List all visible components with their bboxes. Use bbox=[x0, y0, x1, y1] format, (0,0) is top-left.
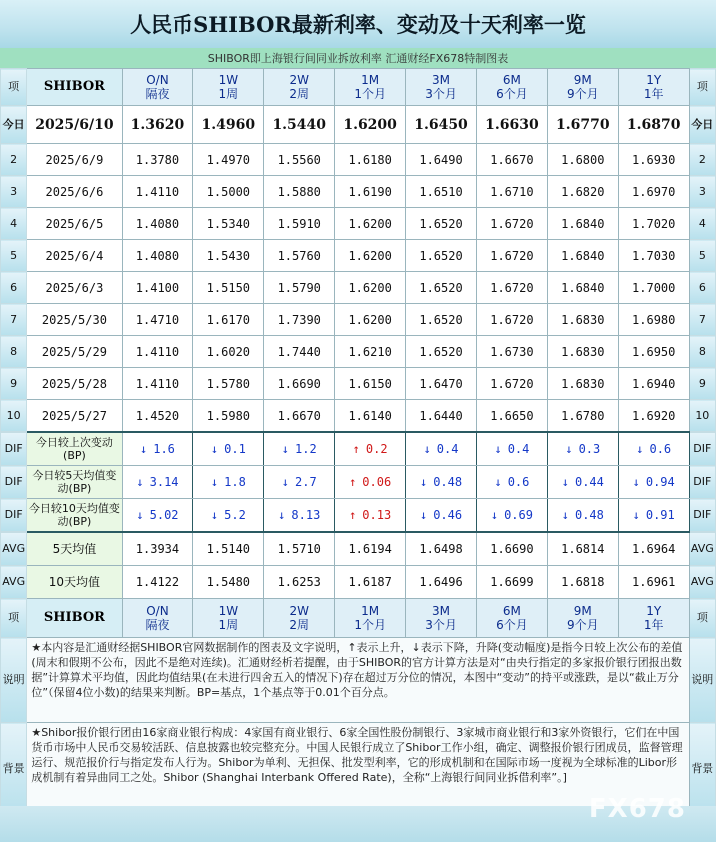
history-row bbox=[1, 336, 716, 368]
side-label: 今日 bbox=[1, 106, 27, 144]
arrow-down-icon: ↓ bbox=[561, 508, 569, 522]
change-cell bbox=[476, 499, 547, 533]
rate-cell: 1.5430 bbox=[193, 240, 264, 272]
arrow-down-icon: ↓ bbox=[140, 442, 148, 456]
rate-cell: 1.6150 bbox=[335, 368, 406, 400]
tenor-name: 2周 bbox=[289, 87, 310, 101]
average-cell: 1.6961 bbox=[618, 566, 689, 599]
today-row bbox=[1, 106, 716, 144]
change-cell bbox=[547, 432, 618, 466]
arrow-up-icon: ↑ bbox=[349, 475, 357, 489]
change-cell bbox=[618, 499, 689, 533]
rate-cell: 1.6170 bbox=[193, 304, 264, 336]
change-cell bbox=[476, 466, 547, 499]
change-value: 2.7 bbox=[295, 475, 317, 489]
rate-cell: 1.6770 bbox=[547, 106, 618, 144]
diff-row bbox=[1, 466, 716, 499]
change-value: 0.13 bbox=[362, 508, 392, 522]
history-row bbox=[1, 400, 716, 433]
change-cell bbox=[406, 499, 477, 533]
row-date: 2025/5/30 bbox=[27, 304, 122, 336]
note-row bbox=[1, 638, 716, 723]
rate-cell: 1.5000 bbox=[193, 176, 264, 208]
arrow-down-icon: ↓ bbox=[419, 508, 428, 522]
history-row bbox=[1, 272, 716, 304]
tenor-code: 9M bbox=[573, 73, 592, 87]
row-date: 2025/6/5 bbox=[27, 208, 122, 240]
history-row bbox=[1, 176, 716, 208]
side-label: 10 bbox=[1, 400, 27, 433]
rate-cell: 1.6520 bbox=[406, 208, 477, 240]
change-value: 0.1 bbox=[224, 442, 246, 456]
change-cell bbox=[335, 466, 406, 499]
tenor-header bbox=[547, 599, 618, 638]
rate-cell: 1.6180 bbox=[335, 144, 406, 176]
change-cell bbox=[547, 499, 618, 533]
rate-cell: 1.7390 bbox=[264, 304, 335, 336]
tenor-header bbox=[264, 599, 335, 638]
tenor-name: 6个月 bbox=[496, 618, 528, 632]
tenor-code: 1M bbox=[361, 73, 380, 87]
rate-cell: 1.3780 bbox=[122, 144, 193, 176]
row-date: 2025/6/6 bbox=[27, 176, 122, 208]
side-label: 今日 bbox=[689, 106, 715, 144]
side-label: 8 bbox=[689, 336, 715, 368]
rate-cell: 1.6520 bbox=[406, 336, 477, 368]
change-cell bbox=[193, 432, 264, 466]
side-label: 10 bbox=[689, 400, 715, 433]
change-value: 0.4 bbox=[507, 442, 530, 456]
rate-cell: 1.6670 bbox=[264, 400, 335, 433]
rate-cell: 1.7440 bbox=[264, 336, 335, 368]
average-cell: 1.5710 bbox=[264, 532, 335, 566]
tenor-name: 1年 bbox=[643, 87, 664, 101]
average-row bbox=[1, 532, 716, 566]
side-label: 9 bbox=[1, 368, 27, 400]
change-cell bbox=[193, 466, 264, 499]
row-date: 2025/6/3 bbox=[27, 272, 122, 304]
side-label: AVG bbox=[689, 532, 715, 566]
history-row bbox=[1, 304, 716, 336]
rate-cell: 1.5980 bbox=[193, 400, 264, 433]
average-cell: 1.6814 bbox=[547, 532, 618, 566]
change-value: 0.48 bbox=[574, 508, 604, 522]
diff-row bbox=[1, 499, 716, 533]
side-label: 3 bbox=[689, 176, 715, 208]
rate-cell: 1.4110 bbox=[122, 368, 193, 400]
rate-cell: 1.4100 bbox=[122, 272, 193, 304]
change-value: 8.13 bbox=[291, 508, 321, 522]
average-cell: 1.6194 bbox=[335, 532, 406, 566]
change-cell bbox=[193, 499, 264, 533]
history-row bbox=[1, 208, 716, 240]
side-label: 9 bbox=[689, 368, 715, 400]
rate-cell: 1.4970 bbox=[193, 144, 264, 176]
rate-cell: 1.6730 bbox=[476, 336, 547, 368]
rate-cell: 1.5150 bbox=[193, 272, 264, 304]
side-label: 说明 bbox=[1, 638, 27, 723]
tenor-header bbox=[476, 599, 547, 638]
tenor-name: 1个月 bbox=[354, 618, 386, 632]
tenor-header bbox=[406, 599, 477, 638]
tenor-code: 1Y bbox=[646, 604, 662, 618]
side-label: DIF bbox=[689, 499, 715, 533]
rate-cell: 1.6440 bbox=[406, 400, 477, 433]
average-cell: 1.4122 bbox=[122, 566, 193, 599]
change-value: 0.2 bbox=[365, 442, 388, 456]
change-cell bbox=[335, 432, 406, 466]
change-value: 0.6 bbox=[507, 475, 530, 489]
arrow-down-icon: ↓ bbox=[636, 442, 644, 456]
average-cell: 1.6187 bbox=[335, 566, 406, 599]
tenor-header bbox=[335, 599, 406, 638]
tenor-name: 3个月 bbox=[425, 87, 457, 101]
side-label: 项 bbox=[689, 599, 715, 638]
tenor-code: 6M bbox=[502, 604, 521, 618]
average-cell: 1.3934 bbox=[122, 532, 193, 566]
tenor-name: 9个月 bbox=[566, 618, 599, 632]
shibor-table bbox=[0, 68, 716, 816]
arrow-down-icon: ↓ bbox=[136, 475, 144, 489]
tenor-name: 隔夜 bbox=[145, 87, 170, 101]
average-cell: 1.6253 bbox=[264, 566, 335, 599]
rate-cell: 1.6830 bbox=[547, 304, 618, 336]
side-label: 4 bbox=[689, 208, 715, 240]
side-label: 8 bbox=[1, 336, 27, 368]
rate-cell: 1.6720 bbox=[476, 208, 547, 240]
average-label: 10天均值 bbox=[27, 566, 122, 599]
page-subtitle: SHIBOR即上海银行间同业拆放利率 汇通财经FX678特制图表 bbox=[0, 48, 716, 68]
side-label: 5 bbox=[1, 240, 27, 272]
rate-cell: 1.6490 bbox=[406, 144, 477, 176]
side-label: 项 bbox=[1, 69, 27, 106]
rate-cell: 1.6830 bbox=[547, 336, 618, 368]
change-value: 0.94 bbox=[645, 475, 675, 489]
average-cell: 1.5480 bbox=[193, 566, 264, 599]
arrow-down-icon: ↓ bbox=[423, 442, 431, 456]
side-label: 6 bbox=[1, 272, 27, 304]
note-text: ★Shibor报价银行团由16家商业银行构成：4家国有商业银行、6家全国性股份制银行、3家城市商业银行和3家外资银行，它们在中国货币市场中人民币交易较活跃、信息披露也较完整充分。中国人民银行成立了Shibor工作小组，确定、调整报价银行团成员，监督管理运行、规范报价行与指定发布人行为。Shibor为单利、无担保、批发型利率，它的形成机制和在国际市场一度视为全球标准的Libor形成机制有着异曲同工之处。Shibor (Shanghai Interbank Offered Rate)，全称“上海银行间同业拆借利率”。] bbox=[27, 723, 689, 816]
rate-cell: 1.6840 bbox=[547, 240, 618, 272]
rate-cell: 1.6720 bbox=[476, 240, 547, 272]
rate-cell: 1.6670 bbox=[476, 144, 547, 176]
rate-cell: 1.4520 bbox=[122, 400, 193, 433]
rate-cell: 1.5440 bbox=[264, 106, 335, 144]
tenor-header bbox=[122, 69, 193, 106]
side-label: 背景 bbox=[1, 723, 27, 816]
rate-cell: 1.6200 bbox=[335, 272, 406, 304]
side-label: AVG bbox=[1, 566, 27, 599]
arrow-down-icon: ↓ bbox=[561, 475, 569, 489]
change-value: 0.46 bbox=[433, 508, 463, 522]
rate-cell: 1.5560 bbox=[264, 144, 335, 176]
history-row bbox=[1, 240, 716, 272]
tenor-name: 1周 bbox=[218, 618, 239, 632]
rate-cell: 1.6200 bbox=[335, 208, 406, 240]
arrow-down-icon: ↓ bbox=[281, 475, 290, 489]
arrow-down-icon: ↓ bbox=[632, 508, 640, 522]
change-value: 0.06 bbox=[362, 475, 392, 489]
rate-cell: 1.6210 bbox=[335, 336, 406, 368]
side-label: 2 bbox=[1, 144, 27, 176]
side-label: AVG bbox=[689, 566, 715, 599]
side-label: 5 bbox=[689, 240, 715, 272]
rate-cell: 1.6800 bbox=[547, 144, 618, 176]
header-label: SHIBOR bbox=[27, 599, 122, 638]
tenor-code: 9M bbox=[573, 604, 592, 618]
rate-cell: 1.5780 bbox=[193, 368, 264, 400]
change-value: 0.3 bbox=[578, 442, 601, 456]
rate-cell: 1.6920 bbox=[618, 400, 689, 433]
arrow-down-icon: ↓ bbox=[278, 508, 286, 522]
side-label: 项 bbox=[1, 599, 27, 638]
change-value: 5.2 bbox=[224, 508, 246, 522]
change-value: 1.6 bbox=[153, 442, 175, 456]
tenor-name: 1周 bbox=[218, 87, 239, 101]
change-cell bbox=[618, 466, 689, 499]
page-title: 人民币SHIBOR最新利率、变动及十天利率一览 bbox=[0, 0, 716, 48]
average-cell: 1.6496 bbox=[406, 566, 477, 599]
arrow-down-icon: ↓ bbox=[210, 442, 219, 456]
diff-row bbox=[1, 432, 716, 466]
header-row-bottom bbox=[1, 599, 716, 638]
rate-cell: 1.3620 bbox=[122, 106, 193, 144]
tenor-header bbox=[264, 69, 335, 106]
change-value: 0.69 bbox=[504, 508, 533, 522]
rate-cell: 1.6930 bbox=[618, 144, 689, 176]
tenor-header bbox=[406, 69, 477, 106]
side-label: 2 bbox=[689, 144, 715, 176]
rate-cell: 1.6200 bbox=[335, 240, 406, 272]
rate-cell: 1.6840 bbox=[547, 208, 618, 240]
side-label: DIF bbox=[1, 432, 27, 466]
history-row bbox=[1, 368, 716, 400]
average-cell: 1.5140 bbox=[193, 532, 264, 566]
arrow-down-icon: ↓ bbox=[490, 508, 499, 522]
rate-cell: 1.4960 bbox=[193, 106, 264, 144]
tenor-code: 1W bbox=[218, 604, 239, 618]
tenor-header bbox=[476, 69, 547, 106]
tenor-code: O/N bbox=[146, 604, 169, 618]
rate-cell: 1.7030 bbox=[618, 240, 689, 272]
rate-cell: 1.6630 bbox=[476, 106, 547, 144]
tenor-code: 1W bbox=[218, 73, 239, 87]
rate-cell: 1.5340 bbox=[193, 208, 264, 240]
tenor-code: O/N bbox=[146, 73, 169, 87]
row-date: 2025/5/28 bbox=[27, 368, 122, 400]
change-cell bbox=[406, 466, 477, 499]
tenor-header bbox=[193, 69, 264, 106]
arrow-up-icon: ↑ bbox=[352, 442, 360, 456]
diff-label: 今日较上次变动(BP) bbox=[27, 432, 122, 466]
rate-cell: 1.6520 bbox=[406, 304, 477, 336]
change-cell bbox=[122, 432, 193, 466]
change-value: 3.14 bbox=[149, 475, 179, 489]
rate-cell: 1.6200 bbox=[335, 106, 406, 144]
average-cell: 1.6699 bbox=[476, 566, 547, 599]
change-value: 1.2 bbox=[295, 442, 317, 456]
average-row bbox=[1, 566, 716, 599]
row-date: 2025/5/27 bbox=[27, 400, 122, 433]
tenor-name: 1个月 bbox=[354, 87, 386, 101]
change-value: 0.44 bbox=[574, 475, 604, 489]
diff-label: 今日较10天均值变动(BP) bbox=[27, 499, 122, 533]
side-label: AVG bbox=[1, 532, 27, 566]
rate-cell: 1.6820 bbox=[547, 176, 618, 208]
average-cell: 1.6964 bbox=[618, 532, 689, 566]
row-date: 2025/6/10 bbox=[27, 106, 122, 144]
rate-cell: 1.6690 bbox=[264, 368, 335, 400]
watermark-logo: FX678 bbox=[588, 794, 686, 824]
rate-cell: 1.6510 bbox=[406, 176, 477, 208]
tenor-code: 3M bbox=[432, 604, 451, 618]
rate-cell: 1.6720 bbox=[476, 272, 547, 304]
change-cell bbox=[547, 466, 618, 499]
rate-cell: 1.6520 bbox=[406, 272, 477, 304]
rate-cell: 1.6830 bbox=[547, 368, 618, 400]
header-label: SHIBOR bbox=[27, 69, 122, 106]
side-label: DIF bbox=[1, 499, 27, 533]
note-text: ★本内容是汇通财经据SHIBOR官网数据制作的图表及文字说明，↑表示上升，↓表示下降，升降(变动幅度)是指今日较上次公布的差值(周末和假期不公布，因此不是绝对连续)。汇通财经析若提醒，由于SHIBOR的官方计算方法是对“由央行指定的多家报价银行团报出数据”计算算术平均值，因此均值结果(在未进行四舍五入的情况下)存在超过万分位的情况，本图中“变动”的持平或涨跌，是以“截止万分位”（保留4位小数)的结果来判断。BP=基点，1个基点等于0.01个百分点。 bbox=[27, 638, 689, 723]
arrow-down-icon: ↓ bbox=[210, 475, 219, 489]
rate-cell: 1.6020 bbox=[193, 336, 264, 368]
change-value: 0.4 bbox=[436, 442, 459, 456]
rate-cell: 1.6140 bbox=[335, 400, 406, 433]
average-cell: 1.6818 bbox=[547, 566, 618, 599]
tenor-code: 1M bbox=[361, 604, 380, 618]
change-cell bbox=[122, 466, 193, 499]
side-label: 6 bbox=[689, 272, 715, 304]
side-label: 7 bbox=[1, 304, 27, 336]
change-cell bbox=[264, 499, 335, 533]
rate-cell: 1.4080 bbox=[122, 208, 193, 240]
rate-cell: 1.5880 bbox=[264, 176, 335, 208]
average-cell: 1.6498 bbox=[406, 532, 477, 566]
tenor-header bbox=[193, 599, 264, 638]
change-value: 0.91 bbox=[645, 508, 675, 522]
rate-cell: 1.6980 bbox=[618, 304, 689, 336]
tenor-name: 6个月 bbox=[496, 87, 528, 101]
rate-cell: 1.4080 bbox=[122, 240, 193, 272]
tenor-header bbox=[618, 599, 689, 638]
tenor-code: 2W bbox=[289, 73, 309, 87]
change-value: 0.48 bbox=[433, 475, 463, 489]
rate-cell: 1.4110 bbox=[122, 336, 193, 368]
tenor-header bbox=[618, 69, 689, 106]
rate-cell: 1.5760 bbox=[264, 240, 335, 272]
rate-cell: 1.6190 bbox=[335, 176, 406, 208]
arrow-down-icon: ↓ bbox=[210, 508, 219, 522]
rate-cell: 1.6840 bbox=[547, 272, 618, 304]
rate-cell: 1.6710 bbox=[476, 176, 547, 208]
side-label: 说明 bbox=[689, 638, 715, 723]
rate-cell: 1.6200 bbox=[335, 304, 406, 336]
tenor-code: 2W bbox=[289, 604, 309, 618]
side-label: 7 bbox=[689, 304, 715, 336]
arrow-down-icon: ↓ bbox=[494, 475, 502, 489]
side-label: 4 bbox=[1, 208, 27, 240]
rate-cell: 1.6520 bbox=[406, 240, 477, 272]
arrow-down-icon: ↓ bbox=[632, 475, 640, 489]
rate-cell: 1.6720 bbox=[476, 368, 547, 400]
history-row bbox=[1, 144, 716, 176]
rate-cell: 1.4110 bbox=[122, 176, 193, 208]
rate-cell: 1.5790 bbox=[264, 272, 335, 304]
change-value: 5.02 bbox=[149, 508, 179, 522]
side-label: DIF bbox=[689, 466, 715, 499]
change-value: 1.8 bbox=[224, 475, 246, 489]
change-cell bbox=[122, 499, 193, 533]
rate-cell: 1.7020 bbox=[618, 208, 689, 240]
side-label: 背景 bbox=[689, 723, 715, 816]
side-label: 3 bbox=[1, 176, 27, 208]
change-cell bbox=[335, 499, 406, 533]
tenor-name: 3个月 bbox=[425, 618, 457, 632]
arrow-up-icon: ↑ bbox=[349, 508, 357, 522]
change-cell bbox=[264, 466, 335, 499]
row-date: 2025/6/9 bbox=[27, 144, 122, 176]
rate-cell: 1.6970 bbox=[618, 176, 689, 208]
row-date: 2025/5/29 bbox=[27, 336, 122, 368]
side-label: 项 bbox=[689, 69, 715, 106]
change-cell bbox=[406, 432, 477, 466]
arrow-down-icon: ↓ bbox=[565, 442, 573, 456]
rate-cell: 1.6650 bbox=[476, 400, 547, 433]
change-cell bbox=[618, 432, 689, 466]
change-cell bbox=[476, 432, 547, 466]
tenor-header bbox=[335, 69, 406, 106]
rate-cell: 1.6470 bbox=[406, 368, 477, 400]
arrow-down-icon: ↓ bbox=[419, 475, 428, 489]
rate-cell: 1.6950 bbox=[618, 336, 689, 368]
side-label: DIF bbox=[689, 432, 715, 466]
rate-cell: 1.7000 bbox=[618, 272, 689, 304]
arrow-down-icon: ↓ bbox=[136, 508, 144, 522]
rate-cell: 1.6450 bbox=[406, 106, 477, 144]
tenor-name: 2周 bbox=[289, 618, 310, 632]
rate-cell: 1.4710 bbox=[122, 304, 193, 336]
arrow-down-icon: ↓ bbox=[281, 442, 290, 456]
row-date: 2025/6/4 bbox=[27, 240, 122, 272]
average-cell: 1.6690 bbox=[476, 532, 547, 566]
average-label: 5天均值 bbox=[27, 532, 122, 566]
arrow-down-icon: ↓ bbox=[494, 442, 502, 456]
rate-cell: 1.5910 bbox=[264, 208, 335, 240]
change-value: 0.6 bbox=[649, 442, 672, 456]
rate-cell: 1.6940 bbox=[618, 368, 689, 400]
diff-label: 今日较5天均值变动(BP) bbox=[27, 466, 122, 499]
tenor-code: 1Y bbox=[646, 73, 662, 87]
rate-cell: 1.6870 bbox=[618, 106, 689, 144]
rate-cell: 1.6720 bbox=[476, 304, 547, 336]
tenor-header bbox=[122, 599, 193, 638]
tenor-name: 9个月 bbox=[566, 87, 599, 101]
tenor-name: 隔夜 bbox=[145, 618, 170, 632]
rate-cell: 1.6780 bbox=[547, 400, 618, 433]
header-row-top bbox=[1, 69, 716, 106]
change-cell bbox=[264, 432, 335, 466]
tenor-header bbox=[547, 69, 618, 106]
tenor-name: 1年 bbox=[643, 618, 664, 632]
tenor-code: 3M bbox=[432, 73, 451, 87]
side-label: DIF bbox=[1, 466, 27, 499]
tenor-code: 6M bbox=[502, 73, 521, 87]
